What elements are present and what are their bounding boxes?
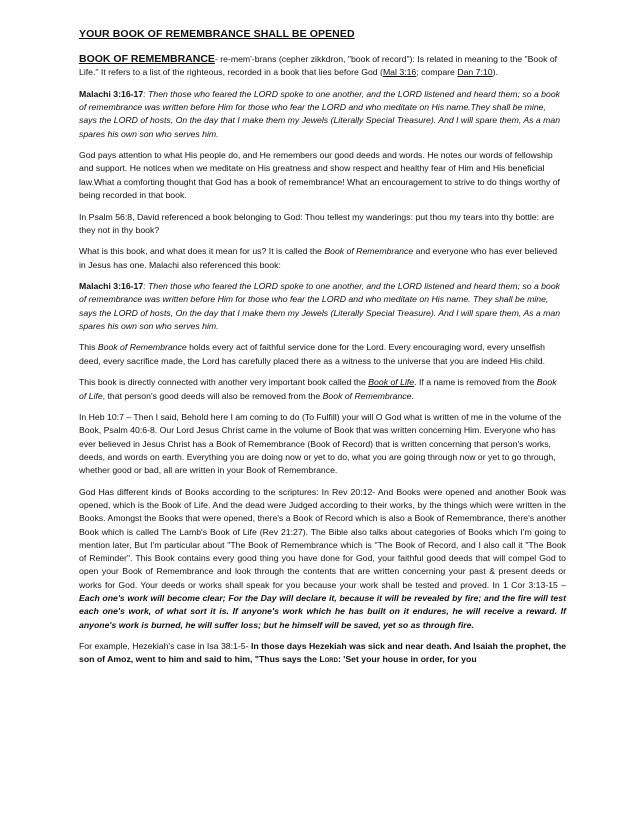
scripture-quote-malachi: Malachi 3:16-17: Then those who feared the LORD spoke to one another, and the LORD listened and heard them; so a book of remembrance was written before Him for those who fear the LORD and who meditate on His name.They shall be mine, says the LORD of hosts, On the day that I make them my Jewels (Literally Special Treasure). And I will spare them, As a man spares his own son who serves him.: [79, 88, 561, 139]
scripture-link-dan-7-10[interactable]: Dan 7:10: [457, 67, 493, 78]
scripture-quote-malachi: Malachi 3:16-17: Then those who feared the LORD spoke to one another, and the LORD listened and heard them; so a book of remembrance was written before Him for those who fear the LORD and who meditate on His name. They shall be mine, says the LORD of hosts, On the day that I make them my Jewels (Literally Special Treasure). And I will spare them, As a man spares his own son who serves him.: [79, 281, 561, 331]
definition-paragraph: BOOK OF REMEMBRANCE- re-mem'-brans (cepher zikkdron, "book of record"): Is related in meaning to the "Book of Life." It refers to a list of the righteous, recorded in a book that lies before God (Mal 3:16; compare Dan 7:10).: [79, 53, 558, 78]
body-paragraph: In Heb 10:7 – Then I said, Behold here I am coming to do (To Fulfill) your will O God what is written of me in the volume of the Book, Psalm 40:6-8. Our Lord Jesus Christ came in the volume of Book that was written concerning Him. Everyone who has ever believed in Jesus Christ has a Book of Remembrance (Book of Record) that is written concerning that person's works, deeds, and words on earth. Everything you are doing now or yet to do, what you are going through now or yet to go through, whether good or bad, all are written in your Book of Remembrance.: [79, 412, 562, 476]
body-paragraph: God pays attention to what His people do, and He remembers our good deeds and words. He notes our words of fellowship and support. He notices when we meditate on His greatness and show respect and healthy fear of Him and His beneficial law.What a comforting thought that God has a book of remembrance! What an encouragement to strive to do things worthy of being recorded in that book.: [79, 150, 560, 201]
body-paragraph: In Psalm 56:8, David referenced a book belonging to God: Thou tellest my wanderings: put thou my tears into thy bottle: are they not in thy book?: [79, 211, 555, 235]
scripture-quote-1-cor: Each one's work will become clear; For the Day will declare it, because it will be revealed by fire; and the fire will test each one's work, of what sort it is. If anyone's work which he has built on it endures, he will receive a reward. If anyone's work is burned, he will suffer loss; but he himself will be saved, yet so as through fire.: [79, 593, 566, 630]
scripture-link-mal-3-16[interactable]: Mal 3:16: [382, 67, 417, 78]
page-title: YOUR BOOK OF REMEMBRANCE SHALL BE OPENED: [79, 28, 355, 40]
body-paragraph: This book is directly connected with another very important book called the Book of Life. If a name is removed from the Book of Life, that person's good deeds will also be removed from the Book of Remembrance.: [79, 377, 557, 401]
scripture-reference: Malachi 3:16-17: [79, 88, 144, 99]
body-paragraph: This Book of Remembrance holds every act of faithful service done for the Lord. Every encouraging word, every unselfish deed, every sacrifice made, the Lord has carefully placed there as a witness to the universe that you are indeed His child.: [79, 342, 546, 366]
body-paragraph: God Has different kinds of Books according to the scriptures: In Rev 20:12- And Books were opened and another Book was opened, which is the Book of Life. And the dead were Judged according to their works, by the things which were written in the Books. Amongst the Books that were opened, there's a Book of Record which is also a Book of Remembrance, there's another Book which is called The Lamb's Book of Life (Rev 21:27). The Bible also talks about categories of Books which I'm going to mention later, But I'm particular about "The Book of Remembrance which is "The Book of Record, and I also call it "The Book of Reminder". This Book contains every good thing you have done for God, your faithful good deeds that will compel God to open your Book of Remembrance and look through the contents that are written concerning your past & present deeds or works for God. Your deeds or works shall speak for you because your work shall be tested and proved. In 1 Cor 3:13-15 – Each one's work will become clear; For the Day will declare it, because it will be revealed by fire; and the fire will test each one's work, of what sort it is. If anyone's work which he has built on it endures, he will receive a reward. If anyone's work is burned, he will suffer loss; but he himself will be saved, yet so as through fire.: [79, 486, 566, 630]
body-paragraph: For example, Hezekiah's case in Isa 38:1-5- In those days Hezekiah was sick and near death. And Isaiah the prophet, the son of Amoz, went to him and said to him, "Thus says the Lord: 'Set your house in order, for you: [79, 641, 566, 665]
body-paragraph: What is this book, and what does it mean for us? It is called the Book of Remembrance and everyone who has ever believed in Jesus has one. Malachi also referenced this book:: [79, 246, 558, 270]
term-heading: BOOK OF REMEMBRANCE: [79, 53, 215, 65]
scripture-reference: Malachi 3:16-17: [79, 281, 144, 292]
